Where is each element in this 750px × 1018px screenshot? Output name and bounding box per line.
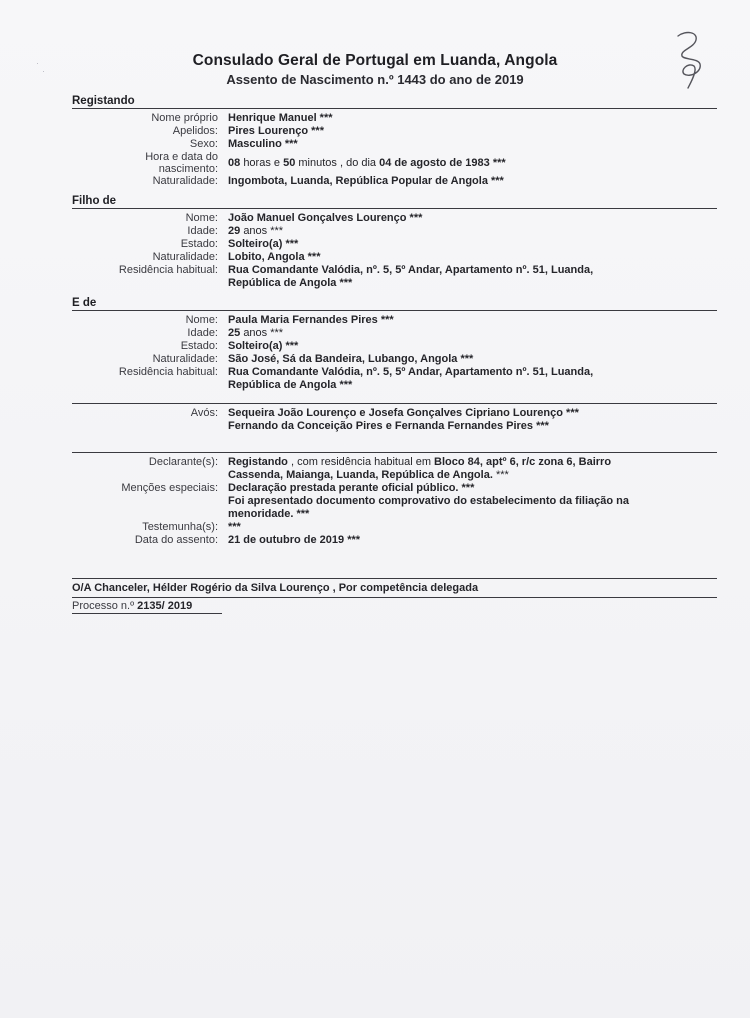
field-value	[228, 482, 717, 521]
minutos-value: 50	[283, 157, 296, 169]
field-label: Estado:	[180, 340, 218, 352]
field-nome-proprio	[72, 112, 717, 125]
declarante-text: , com residência habitual em	[290, 456, 431, 468]
field-sexo	[72, 138, 717, 151]
field-label: Naturalidade:	[152, 353, 218, 365]
field-value: Lobito, Angola ***	[228, 251, 321, 263]
scan-speck: ·	[42, 66, 45, 76]
field-mae-nome	[72, 314, 717, 327]
field-label: Testemunha(s):	[142, 521, 218, 533]
field-value: ***	[228, 521, 241, 533]
field-label: Sexo:	[189, 138, 218, 150]
field-value: Ingombota, Luanda, República Popular de Angola ***	[228, 175, 504, 187]
section-declaracao	[72, 452, 717, 547]
section-avos	[72, 403, 717, 433]
idade-word: anos ***	[243, 327, 284, 339]
field-label: Naturalidade:	[152, 175, 218, 187]
field-label: Declarante(s):	[148, 456, 218, 468]
data-nascimento: 04 de agosto de 1983 ***	[379, 157, 506, 169]
field-label: Estado:	[180, 238, 218, 250]
field-value: Solteiro(a) ***	[228, 238, 299, 250]
field-value	[228, 264, 717, 290]
field-label: Nome próprio	[151, 112, 218, 124]
field-avos	[72, 407, 717, 433]
field-value: São José, Sá da Bandeira, Lubango, Angola ***	[228, 353, 474, 365]
idade-value: 29	[228, 225, 241, 237]
field-label: Idade:	[187, 327, 218, 339]
declarante-name: Registando	[228, 456, 288, 468]
section-heading: E de	[72, 297, 717, 311]
declarante-address: Bloco 84, aptº 6, r/c zona 6, Bairro	[434, 456, 612, 468]
field-label-line: nascimento:	[158, 163, 218, 175]
residencia-line: República de Angola ***	[228, 379, 353, 391]
section-heading: Filho de	[72, 195, 717, 209]
field-value	[228, 151, 717, 175]
processo-label: Processo n.º	[72, 600, 135, 612]
field-label: Data do assento:	[134, 534, 218, 546]
field-declarante	[72, 456, 717, 482]
field-value	[228, 327, 717, 340]
field-label: Apelidos:	[172, 125, 218, 137]
mencoes-line: Foi apresentado documento comprovativo do estabelecimento da filiação na	[228, 495, 629, 507]
field-label: Residência habitual:	[118, 264, 218, 276]
field-label	[72, 151, 228, 175]
field-hora-data	[72, 151, 717, 175]
field-label: Nome:	[185, 314, 218, 326]
section-filho-de	[72, 195, 717, 290]
hora-word: horas e	[243, 157, 281, 169]
declarante-address: Cassenda, Maianga, Luanda, República de Angola.	[228, 469, 493, 481]
document-header	[0, 52, 750, 87]
field-mae-idade	[72, 327, 717, 340]
field-value: Henrique Manuel ***	[228, 112, 333, 124]
field-value	[228, 407, 717, 433]
residencia-line: Rua Comandante Valódia, nº. 5, 5º Andar, Apartamento nº. 51, Luanda,	[228, 366, 594, 378]
avos-line: Fernando da Conceição Pires e Fernanda Fernandes Pires ***	[228, 420, 549, 432]
mencoes-line: Declaração prestada perante oficial público. ***	[228, 482, 475, 494]
field-mae-estado	[72, 340, 717, 353]
field-label: Nome:	[185, 212, 218, 224]
avos-line: Sequeira João Lourenço e Josefa Gonçalves Cipriano Lourenço ***	[228, 407, 579, 419]
declarante-tail: ***	[495, 469, 509, 481]
field-value: Paula Maria Fernandes Pires ***	[228, 314, 394, 326]
field-pai-nome	[72, 212, 717, 225]
minutos-word: minutos , do dia	[298, 157, 377, 169]
section-footer	[72, 578, 717, 614]
field-value: João Manuel Gonçalves Lourenço ***	[228, 212, 423, 224]
document-subtitle: Assento de Nascimento n.º 1443 do ano de 2019	[226, 72, 524, 87]
section-heading: Registando	[72, 95, 717, 109]
document-title: Consulado Geral de Portugal em Luanda, Angola	[192, 52, 558, 69]
hora-value: 08	[228, 157, 241, 169]
field-label: Idade:	[187, 225, 218, 237]
field-mencoes	[72, 482, 717, 521]
field-testemunha	[72, 521, 717, 534]
processo-number: 2135/ 2019	[137, 600, 193, 612]
field-pai-residencia	[72, 264, 717, 290]
residencia-line: República de Angola ***	[228, 277, 353, 289]
field-value	[228, 366, 717, 392]
field-pai-naturalidade	[72, 251, 717, 264]
field-value: Masculino ***	[228, 138, 298, 150]
field-label: Naturalidade:	[152, 251, 218, 263]
field-value: Pires Lourenço ***	[228, 125, 324, 137]
idade-word: anos ***	[243, 225, 284, 237]
idade-value: 25	[228, 327, 241, 339]
field-data-assento	[72, 534, 717, 547]
field-apelidos	[72, 125, 717, 138]
field-value: Solteiro(a) ***	[228, 340, 299, 352]
field-mae-residencia	[72, 366, 717, 392]
field-value	[228, 456, 717, 482]
field-label-line: Hora e data do	[145, 151, 218, 163]
field-pai-idade	[72, 225, 717, 238]
field-pai-estado	[72, 238, 717, 251]
mencoes-line: menoridade. ***	[228, 508, 310, 520]
section-e-de	[72, 297, 717, 392]
scan-speck: ·	[36, 58, 39, 68]
field-mae-naturalidade	[72, 353, 717, 366]
field-naturalidade	[72, 175, 717, 188]
chanceler-line: O/A Chanceler, Hélder Rogério da Silva Lourenço , Por competência delegada	[72, 582, 479, 594]
processo-line	[72, 600, 222, 614]
residencia-line: Rua Comandante Valódia, nº. 5, 5º Andar, Apartamento nº. 51, Luanda,	[228, 264, 594, 276]
section-registando	[72, 95, 717, 188]
field-value	[228, 225, 717, 238]
field-label: Avós:	[190, 407, 218, 419]
field-label: Residência habitual:	[118, 366, 218, 378]
field-label: Menções especiais:	[121, 482, 218, 494]
field-value: 21 de outubro de 2019 ***	[228, 534, 361, 546]
